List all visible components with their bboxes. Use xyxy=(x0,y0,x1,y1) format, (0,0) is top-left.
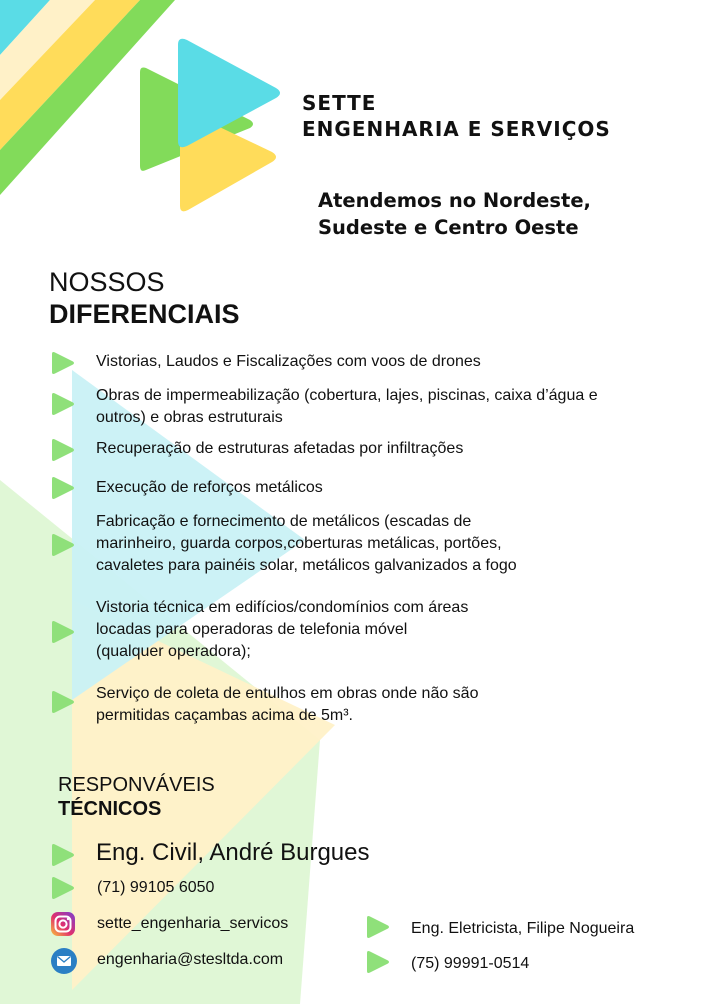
play-triangle-icon xyxy=(50,620,76,644)
list-item: Vistoria técnica em edifícios/condomínios com áreas locadas para operadoras de telefonia móvel (qualquer operadora); xyxy=(96,599,469,660)
responsibles-title xyxy=(58,773,215,821)
list-item: Fabricação e fornecimento de metálicos (escadas de marinheiro, guarda corpos,coberturas metálicas, portões, cavaletes para painéis solar, metálicos galvanizados a fogo xyxy=(96,513,517,574)
play-triangle-icon xyxy=(50,476,76,500)
tagline-line1: Atendemos no Nordeste, xyxy=(318,189,591,212)
tagline xyxy=(318,187,591,241)
brand-logo xyxy=(140,39,280,212)
secondary-engineer-phone: (75) 99991-0514 xyxy=(411,955,530,972)
play-triangle-icon xyxy=(365,915,391,939)
primary-engineer-phone: (71) 99105 6050 xyxy=(97,879,215,896)
responsibles-title-line2: TÉCNICOS xyxy=(58,798,162,820)
instagram-handle[interactable]: sette_engenharia_servicos xyxy=(97,915,289,932)
list-item: Recuperação de estruturas afetadas por infiltrações xyxy=(96,440,464,457)
differentials-title xyxy=(49,266,240,330)
email-address[interactable]: engenharia@stesltda.com xyxy=(97,951,284,968)
responsibles-title-line1: RESPONVÁVEIS xyxy=(58,774,215,796)
primary-engineer-name: Eng. Civil, André Burgues xyxy=(96,839,370,866)
play-triangle-icon xyxy=(50,392,76,416)
play-triangle-icon xyxy=(365,950,391,974)
email-icon xyxy=(50,947,78,975)
instagram-icon xyxy=(50,911,76,937)
brand-name-line1: SETTE xyxy=(302,91,377,115)
play-triangle-icon xyxy=(50,690,76,714)
brand-name xyxy=(302,90,611,142)
play-triangle-icon xyxy=(50,876,76,900)
play-triangle-icon xyxy=(50,351,76,375)
brand-name-line2: ENGENHARIA E SERVIÇOS xyxy=(302,117,611,141)
play-triangle-icon xyxy=(50,438,76,462)
list-item: Serviço de coleta de entulhos em obras onde não são permitidas caçambas acima de 5m³. xyxy=(96,685,479,724)
differentials-title-line2: DIFERENCIAIS xyxy=(49,299,240,329)
list-item: Execução de reforços metálicos xyxy=(96,479,323,496)
list-item: Obras de impermeabilização (cobertura, lajes, piscinas, caixa d’água e outros) e obras estruturais xyxy=(96,387,598,426)
list-item: Vistorias, Laudos e Fiscalizações com voos de drones xyxy=(96,353,481,370)
differentials-title-line1: NOSSOS xyxy=(49,267,165,297)
secondary-engineer-name: Eng. Eletricista, Filipe Nogueira xyxy=(411,920,635,937)
play-triangle-icon xyxy=(50,533,76,557)
tagline-line2: Sudeste e Centro Oeste xyxy=(318,216,579,239)
play-triangle-icon xyxy=(50,843,76,867)
